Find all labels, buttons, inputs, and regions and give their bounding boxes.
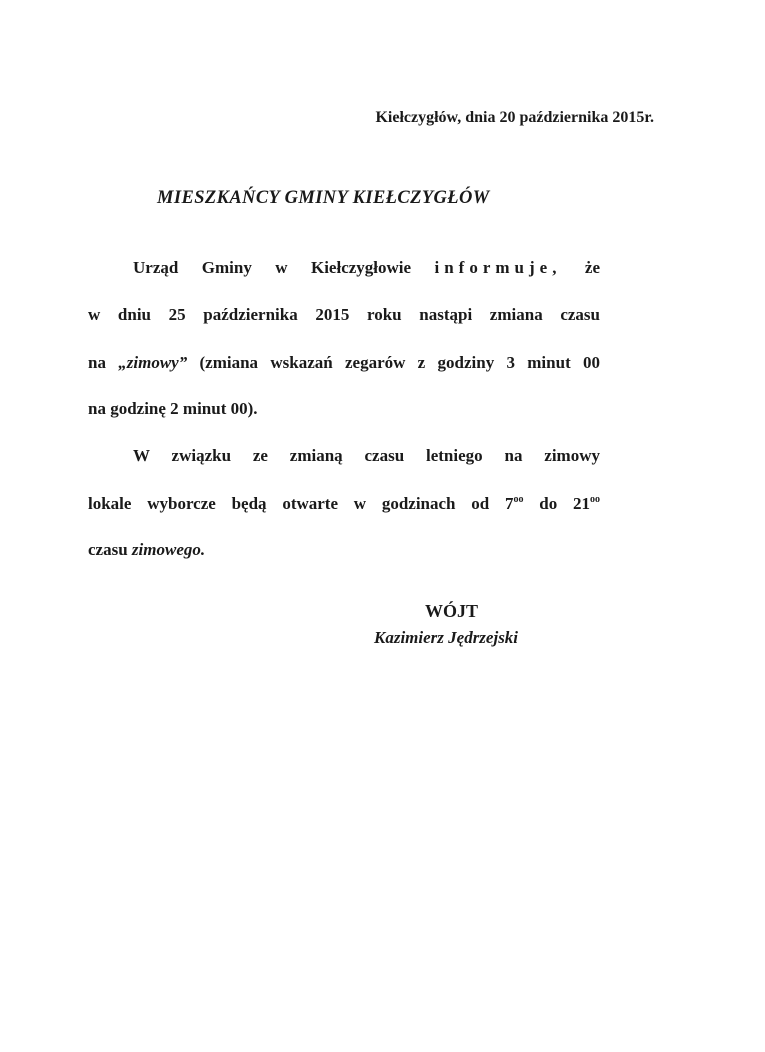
paragraph2-line1: W związku ze zmianą czasu letniego na zimowy [133, 446, 600, 465]
paragraph2-line3 [88, 540, 600, 560]
paragraph1-line3-end: (zmiana wskazań zegarów z godziny 3 minut 00 [199, 353, 601, 372]
paragraph1-line3-quote: „zimowy” [118, 353, 188, 372]
paragraph1-line3 [88, 353, 600, 373]
paragraph1-line1 [133, 258, 600, 278]
date-line: Kiełczygłów, dnia 20 października 2015r. [375, 109, 654, 126]
paragraph1-line2: w dniu 25 października 2015 roku nastąpi zmiana czasu [88, 305, 600, 324]
paragraph2-line2-mid: do 21 [523, 494, 590, 513]
paragraph1-line3-start: na [88, 353, 106, 372]
paragraph1-line4: na godzinę 2 minut 00). [88, 399, 258, 418]
signature-title: WÓJT [425, 601, 479, 621]
paragraph2-line2 [88, 494, 600, 514]
signature-name: Kazimierz Jędrzejski [374, 628, 519, 647]
paragraph1-line1-start: Urząd Gminy w Kiełczygłowie [133, 258, 412, 277]
document-heading: MIESZKAŃCY GMINY KIEŁCZYGŁÓW [157, 188, 490, 208]
paragraph2-line3-italic: zimowego. [131, 540, 206, 559]
paragraph2-line2-text: lokale wyborcze będą otwarte w godzinach od 7 [88, 494, 514, 513]
paragraph1-line1-spaced: informuje, [434, 258, 562, 277]
paragraph1-line1-end: że [584, 258, 600, 277]
paragraph2-line2-sup1: oo [513, 494, 524, 505]
paragraph2-line2-sup2: oo [590, 494, 600, 505]
paragraph2-line3-start: czasu [88, 540, 128, 559]
